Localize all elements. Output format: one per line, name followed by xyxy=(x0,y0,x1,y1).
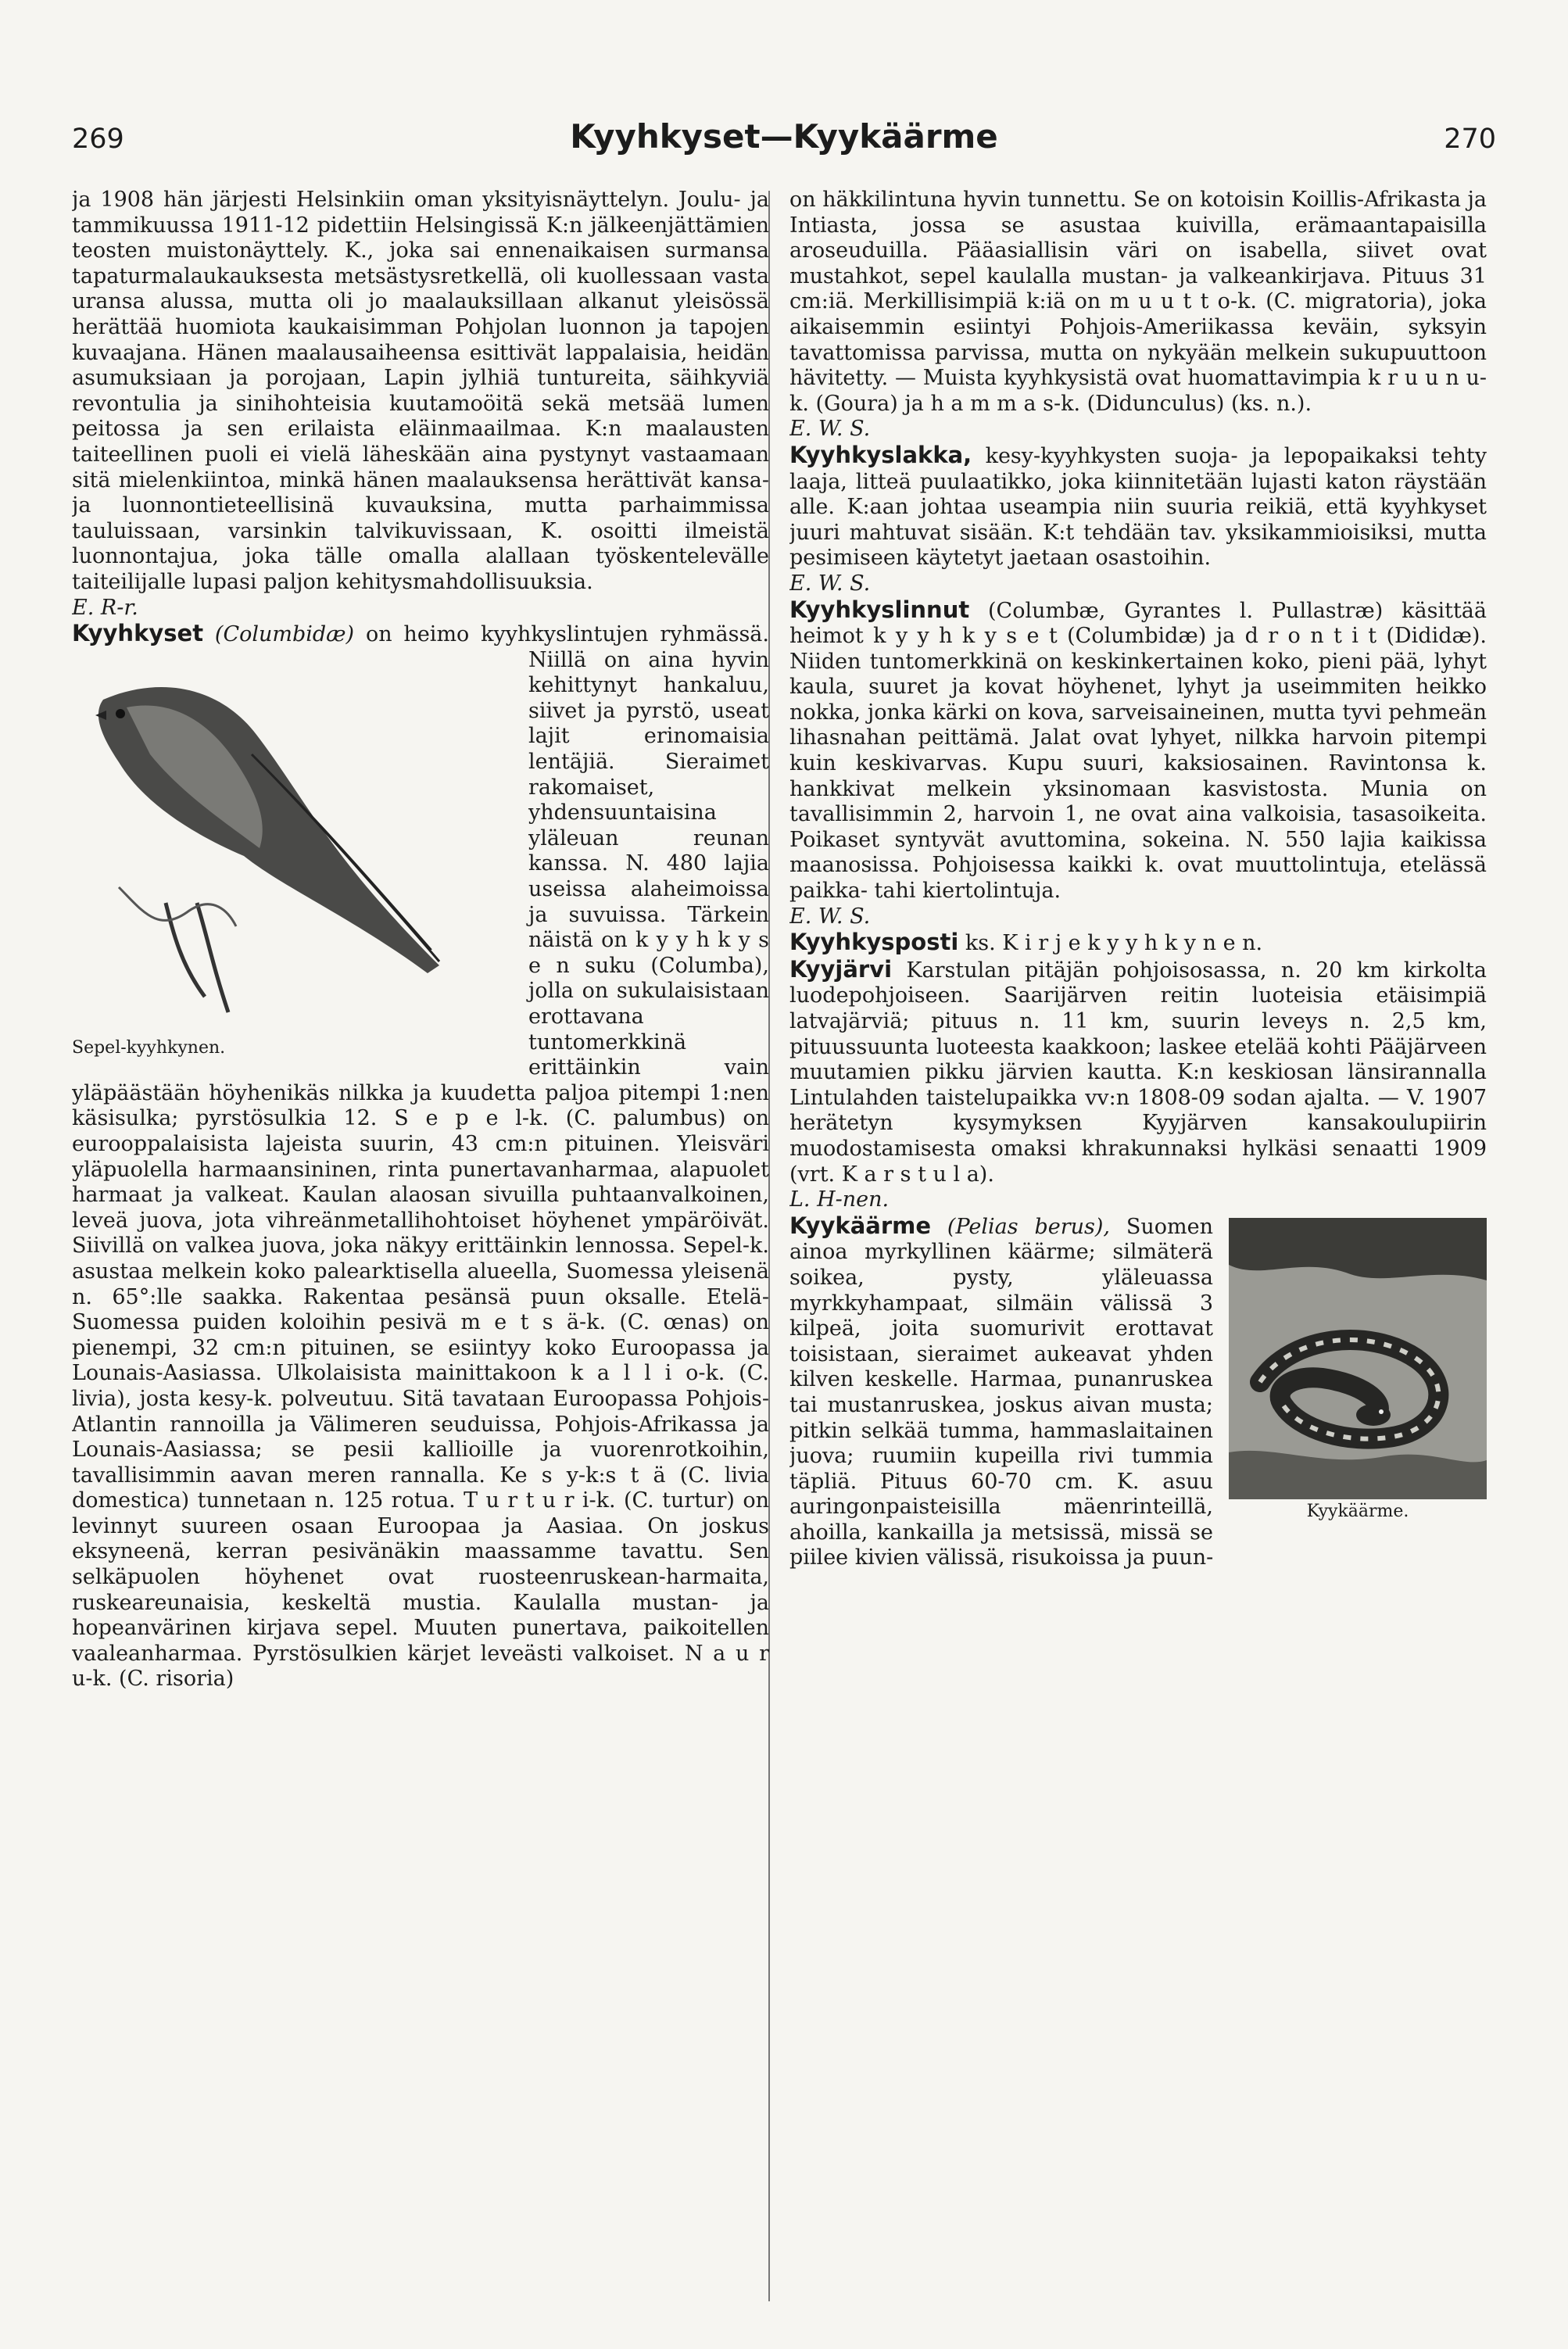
pigeon-icon xyxy=(72,653,510,1036)
article-kyyhkyset xyxy=(72,621,769,1692)
article-continuation: on häkkilintuna hyvin tunnettu. Se on kotoisin Koillis-Afrikasta ja Intiasta, jossa se asustaa kuivilla, erämaantapaisilla aroseuduilla. Pääasiallisin väri on isabella, siivet ovat mustahkot, sepel kaulalla mustan- ja valkeankirjava. Pituus 31 cm:iä. Merkillisimpiä k:iä on m u u t t o-k. (C. migratoria), joka aikaisemmin esiintyi Pohjois-Ameriikassa keväin, syksyin tavattomissa parvissa, mutta on nykyään melkein sukupuuttoon hävitetty. — Muista kyyhkysistä ovat huomattavimpia k r u u n u-k. (Goura) ja h a m m a s-k. (Didunculus) (ks. n.). xyxy=(789,188,1487,416)
headword-kyyjarvi: Kyyjärvi xyxy=(789,955,893,983)
right-column xyxy=(789,188,1487,2314)
pigeon-illustration xyxy=(72,653,510,1059)
author-signature: E. W. S. xyxy=(789,904,871,929)
article-kyykaarme xyxy=(789,1213,1487,1571)
article-text: Karstulan pitäjän pohjoisosassa, n. 20 km kirkolta luodepohjoiseen. Saarijärven reitin luoteisia etäisimpiä latvajärviä; pituus n. 11 km, suurin leveys n. 2,5 km, pituussuunta luoteesta kaakkoon; laskee etelää kohti Pääjärveen muutamien pikku järvien kautta. K:n keskiosan länsirannalla Lintulahden taistelupaikka vv:n 1808-09 sodan ajalta. — V. 1907 herätetyn kysymyksen Kyyjärven kansakoulupiirin muodostamisesta omaksi khrakunnaksi hylkäsi senaatti 1909 (vrt. K a r s t u l a). xyxy=(789,958,1487,1187)
viper-illustration xyxy=(1229,1218,1487,1531)
article-text: ks. K i r j e k y y h k y n e n. xyxy=(965,931,1263,956)
headword-kyykaarme: Kyykäärme xyxy=(789,1212,932,1239)
article-kyyhkysposti xyxy=(789,929,1487,957)
article-text: kesy-kyyhkysten suoja- ja lepopaikaksi tehty laaja, litteä puulaatikko, joka kiinnitetään lujasti katon räystään alle. K:aan johtaa useampia niin suuria reikiä, että kyyhkyset juuri mahtuvat sisään. K:t tehdään tav. yksikammioisiksi, mutta pesimiseen käytetyt jaetaan osastoihin. xyxy=(789,443,1487,571)
figure-caption: Kyykäärme. xyxy=(1306,1501,1409,1521)
latin-name: (Columbidæ) xyxy=(214,622,355,647)
author-signature: L. H-nen. xyxy=(789,1187,890,1212)
article-kyyhkyslinnut xyxy=(789,597,1487,904)
article-text: (Columbæ, Gyrantes l. Pullastræ) käsittää heimot k y y h k y s e t (Columbidæ) ja d r o n t i t (Dididæ). Niiden tuntomerkkinä on keskinkertainen koko, pieni pää, lyhyt kaula, suuret ja kovat höyhenet, lyhyt ja useimmiten heikko nokka, jonka kärki on kova, sarveisaineinen, mutta tyvi pehmeän lihasnahan peittämä. Jalat ovat lyhyet, nilkka harvoin pitempi kuin keskivarvas. Kupu suuri, kaksiosainen. Ravintonsa k. hankkivat melkein yksinomaan kasvistosta. Munia on tavallisimmin 2, harvoin 1, ne ovat aina valkoisia, tasasoikeita. Poikaset syntyvät avuttomina, sokeina. N. 550 lajia kaikissa maanosissa. Pohjoisessa kaikki k. ovat muuttolintuja, etelässä paikka- tahi kiertolintuja. xyxy=(789,598,1487,904)
article-text: on heimo kyyhkyslintujen ryhmässä. Niillä on aina hyvin kehittynyt hankaluu, siivet ja pyrstö, useat lajit erinomaisia lentäjiä. Sieraimet rakomaiset, yhdensuuntaisina yläleuan reunan kanssa. N. 480 lajia useissa alaheimoissa ja suvuissa. Tärkein näistä on k y y h k y s e n suku (Columba), jolla on sukulaisistaan erottavana tuntomerkkinä erittäinkin vain yläpäästään höyhenikäs nilkka ja kuudetta paljoa pitempi 1:nen käsisulka; pyrstösulkia 12. S e p e l-k. (C. palumbus) on eurooppalaisista lajeista suurin, 43 cm:n pituinen. Yleisväri yläpuolella harmaansininen, rinta punertavanharmaa, alapuolet harmaat ja valkeat. Kaulan alaosan sivuilla puhtaanvalkoinen, leveä juova, jota vihreänmetallihohtoiset höyhenet ympäröivät. Siivillä on valkea juova, joka näkyy erittäinkin lennossa. Sepel-k. asustaa melkein koko palearktisella alueella, Suomessa yleisenä n. 65°:lle saakka. Rakentaa pesänsä puun oksalle. Etelä-Suomessa puiden koloihin pesivä m e t s ä-k. (C. œnas) on pienempi, 32 cm:n pituinen, se esiintyy koko Euroopassa ja Lounais-Aasiassa. Ulkolaisista mainittakoon k a l l i o-k. (C. livia), josta kesy-k. polveutuu. Sitä tavataan Euroopassa Pohjois-Atlantin rannoilla ja Välimeren seuduissa, Pohjois-Afrikassa ja Lounais-Aasiassa; se pesii kallioille ja vuorenrotkoihin, tavallisimmin aavan meren rannalla. Ke s y-k:s t ä (C. livia domestica) tunnetaan n. 125 rotua. T u r t u r i-k. (C. turtur) on levinnyt suureen osaan Euroopaa ja Aasiaa. On joskus eksyneenä, kerran pesivänäkin maassamme tavattu. Sen selkäpuolen höyhenet ovat ruosteenruskean-harmaita, ruskeareunaisia, keskeltä mustia. Kaulalla mustan- ja hopeanvärinen kirjava sepel. Muuten punertava, paikoitellen vaaleanharmaa. Pyrstösulkien kärjet leveästi valkoiset. N a u r u-k. (C. risoria) xyxy=(72,622,769,1692)
headword-kyyhkyslinnut: Kyyhkyslinnut xyxy=(789,596,970,623)
author-signature: E. W. S. xyxy=(789,417,871,442)
article-kyyhkyslakka xyxy=(789,442,1487,571)
author-signature: E. W. S. xyxy=(789,571,871,596)
latin-name: (Pelias berus), xyxy=(947,1214,1110,1239)
page-number-left: 269 xyxy=(72,124,124,155)
viper-icon xyxy=(1229,1218,1487,1499)
figure-caption: Sepel-kyyhkynen. xyxy=(72,1037,226,1058)
author-signature: E. R-r. xyxy=(72,595,138,620)
headword-kyyhkyslakka: Kyyhkyslakka, xyxy=(789,441,972,468)
left-column xyxy=(72,188,769,2314)
article-text: Suomen ainoa myrkyllinen käärme; silmäterä soikea, pysty, yläleuassa myrkkyhampaat, silmäin välissä 3 kilpeä, joita suomurivit erottavat toisistaan, sieraimet aukeavat yhden kilven keskelle. Harmaa, punanruskea tai mustanruskea, joskus aivan musta; pitkin selkää tumma, hammaslaitainen juova; ruumiin kupeilla rivi tummia täpliä. Pituus 60-70 cm. K. asuu auringonpaisteisilla mäenrinteillä, ahoilla, kankailla ja metsissä, missä se piilee kivien välissä, risukoissa ja puun- xyxy=(789,1214,1214,1570)
article-continuation: ja 1908 hän järjesti Helsinkiin oman yksityisnäyttelyn. Joulu- ja tammikuussa 1911-12 pidettiin Helsingissä K:n jälkeenjättämien teosten muistonäyttely. K., joka sai ennenaikaisen surmansa tapaturmalaukauksesta metsästysretkellä, oli kuollessaan vasta uransa alussa, mutta oli jo maalauksillaan alkanut yleisössä herättää huomiota kaukaisimman Pohjolan luonnon ja tapojen kuvaajana. Hänen maalausaiheensa esittivät lappalaisia, heidän asumuksiaan ja porojaan, Lapin jylhiä tuntureita, säihkyviä revontulia ja sinihohteisia kuutamoöitä sekä metsää lumen peitossa ja sen erilaista eläinmaailmaa. K:n maalausten taiteellinen puoli ei vielä läheskään aina pystynyt vastaamaan sitä mielenkiintoa, minkä hänen maalauksensa herättivät kansa- ja luonnontieteellisinä kuvauksina, mutta parhaimmissa tauluissaan, varsinkin talvikuvissaan, K. osoitti ilmeistä luonnontajua, joka tälle omalla alallaan työskentelevälle taiteilijalle lupasi paljon kehitysmahdollisuuksia. xyxy=(72,188,769,594)
page-number-right: 270 xyxy=(1444,124,1496,155)
headword-kyyhkyset: Kyyhkyset xyxy=(72,620,204,647)
header-title: Kyyhkyset—Kyykäärme xyxy=(570,117,998,156)
article-kyyjarvi xyxy=(789,957,1487,1187)
running-header xyxy=(0,117,1568,170)
headword-kyyhkysposti: Kyyhkysposti xyxy=(789,929,959,956)
